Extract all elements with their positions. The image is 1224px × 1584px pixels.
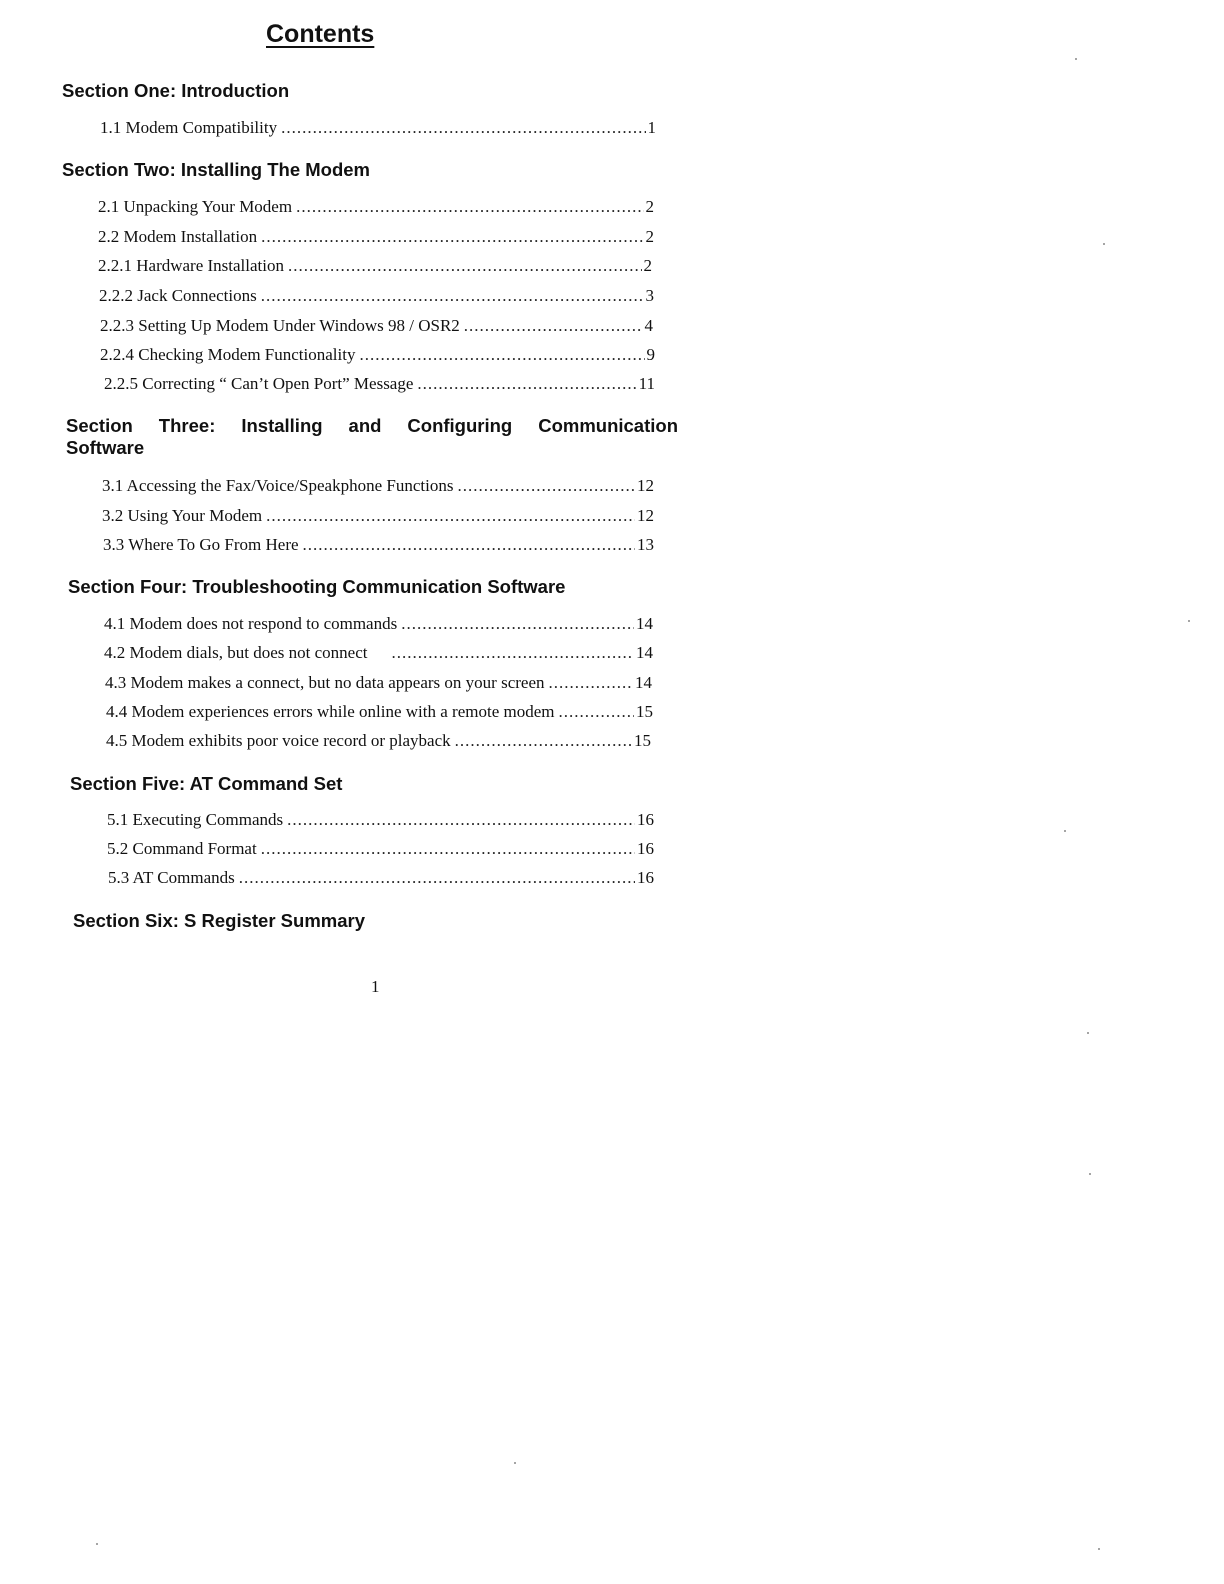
dot-leader	[558, 702, 634, 722]
scan-speck	[1089, 1173, 1091, 1175]
dot-leader	[261, 286, 644, 306]
scan-speck	[1087, 1032, 1089, 1034]
toc-entry-label: 4.1 Modem does not respond to commands	[104, 614, 398, 633]
page-number: 1	[371, 977, 380, 996]
toc-entry-page: 16	[637, 810, 654, 829]
toc-entry-label: 2.2.3 Setting Up Modem Under Windows 98 / OSR2	[100, 316, 460, 335]
dot-leader	[303, 535, 635, 555]
toc-entry-page: 2	[643, 256, 652, 275]
dot-leader	[281, 118, 645, 138]
toc-entry-label: 3.2 Using Your Modem	[102, 506, 263, 525]
toc-entry-label: 2.1 Unpacking Your Modem	[98, 197, 293, 216]
scan-speck	[96, 1543, 98, 1545]
dot-leader	[261, 839, 635, 859]
toc-entry[interactable]	[99, 286, 654, 306]
toc-entry-label: 3.1 Accessing the Fax/Voice/Speakphone Functions	[102, 476, 454, 495]
toc-entry[interactable]	[98, 256, 652, 276]
toc-entry-label: 2.2.4 Checking Modem Functionality	[100, 345, 356, 364]
toc-entry[interactable]	[98, 197, 654, 217]
dot-leader	[549, 673, 634, 693]
toc-entry-page: 11	[638, 374, 655, 393]
toc-entry-label: 5.2 Command Format	[107, 839, 257, 858]
dot-leader	[261, 227, 643, 247]
scan-speck	[1103, 243, 1105, 245]
toc-entry[interactable]	[104, 643, 653, 663]
scan-speck	[1098, 1548, 1100, 1550]
dot-leader	[464, 316, 643, 336]
dot-leader	[296, 197, 643, 217]
toc-entry[interactable]	[106, 731, 651, 751]
toc-entry-page: 16	[637, 839, 654, 858]
dot-leader	[239, 868, 635, 888]
scan-speck	[1075, 58, 1077, 60]
toc-entry[interactable]	[107, 839, 654, 859]
toc-entry-label: 5.1 Executing Commands	[107, 810, 284, 829]
toc-entry-label: 5.3 AT Commands	[108, 868, 235, 887]
toc-entry-label: 4.5 Modem exhibits poor voice record or playback	[106, 731, 451, 750]
dot-leader	[417, 374, 636, 394]
toc-entry-page: 2	[645, 227, 654, 246]
dot-leader	[266, 506, 635, 526]
toc-entry-page: 12	[637, 506, 654, 525]
page-title: Contents	[266, 20, 375, 48]
section-heading-six: Section Six: S Register Summary	[73, 910, 365, 931]
toc-entry-page: 12	[637, 476, 654, 495]
toc-entry-page: 14	[635, 673, 652, 692]
section-heading-one: Section One: Introduction	[62, 80, 290, 101]
toc-entry-page: 13	[637, 535, 654, 554]
toc-entry-label: 2.2.1 Hardware Installation	[98, 256, 284, 275]
dot-leader	[359, 345, 644, 365]
toc-entry[interactable]	[102, 476, 654, 496]
toc-entry[interactable]	[106, 702, 653, 722]
section-heading-three	[66, 415, 678, 459]
toc-entry-page: 9	[646, 345, 655, 364]
toc-entry-label: 4.2 Modem dials, but does not connect	[104, 643, 368, 662]
scan-speck	[1188, 620, 1190, 622]
dot-leader	[391, 643, 634, 663]
toc-entry[interactable]	[104, 614, 653, 634]
toc-entry[interactable]	[107, 810, 654, 830]
dot-leader	[287, 810, 635, 830]
toc-entry-label: 4.3 Modem makes a connect, but no data appears on your screen	[105, 673, 545, 692]
toc-entry-page: 15	[634, 731, 651, 750]
toc-entry-label: 1.1 Modem Compatibility	[100, 118, 278, 137]
toc-entry-page: 4	[644, 316, 653, 335]
toc-entry-page: 1	[647, 118, 656, 137]
toc-entry-page: 2	[645, 197, 654, 216]
scan-speck	[1064, 830, 1066, 832]
toc-entry[interactable]	[104, 374, 655, 394]
toc-entry-label: 3.3 Where To Go From Here	[103, 535, 299, 554]
toc-entry[interactable]	[102, 506, 654, 526]
toc-entry[interactable]	[100, 118, 656, 138]
dot-leader	[288, 256, 642, 276]
toc-entry-page: 14	[636, 614, 653, 633]
toc-entry[interactable]	[103, 535, 654, 555]
section-heading-three-line2: Software	[66, 437, 145, 458]
section-heading-five: Section Five: AT Command Set	[70, 773, 343, 794]
toc-entry-label: 2.2.5 Correcting “ Can’t Open Port” Message	[104, 374, 414, 393]
dot-leader	[401, 614, 634, 634]
toc-entry[interactable]	[105, 673, 652, 693]
toc-entry-page: 15	[636, 702, 653, 721]
section-heading-four: Section Four: Troubleshooting Communication Software	[68, 576, 566, 597]
section-heading-two: Section Two: Installing The Modem	[62, 159, 370, 180]
dot-leader	[457, 476, 635, 496]
toc-entry[interactable]	[108, 868, 654, 888]
scan-speck	[514, 1462, 516, 1464]
dot-leader	[455, 731, 632, 751]
toc-entry[interactable]	[100, 345, 655, 365]
toc-entry-label: 2.2.2 Jack Connections	[99, 286, 257, 305]
toc-entry-page: 16	[637, 868, 654, 887]
section-heading-three-line1: Section Three: Installing and Configuring Communication	[66, 415, 678, 436]
toc-entry[interactable]	[98, 227, 654, 247]
toc-entry-label: 4.4 Modem experiences errors while online with a remote modem	[106, 702, 555, 721]
toc-entry-label: 2.2 Modem Installation	[98, 227, 258, 246]
toc-entry[interactable]	[100, 316, 653, 336]
toc-entry-page: 3	[645, 286, 654, 305]
toc-entry-page: 14	[636, 643, 653, 662]
